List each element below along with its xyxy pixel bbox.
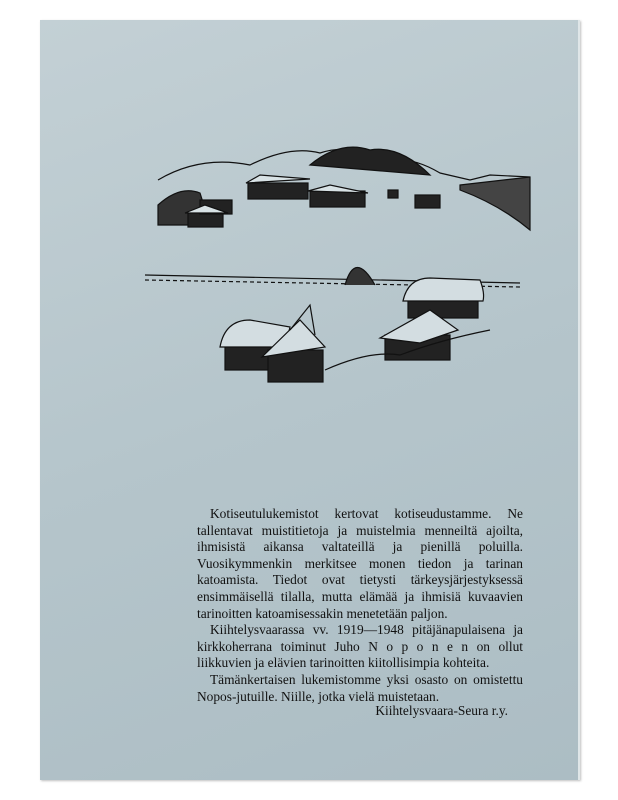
blurb-text [197,506,523,705]
blurb-paragraph: Kiihtelysvaarassa vv. 1919—1948 pitäjänapulaisena ja kirkkoherrana toiminut Juho N o p o n e n on ollut liikkuvien ja elävien tarinoitten kiitollisimpia kohteita. [197,622,523,671]
blurb-paragraph: Tämänkertaisen lukemistomme yksi osasto on omistettu Nopos-jutuille. Niille, jotka vielä muistetaan. [197,671,523,704]
blurb-paragraph: Kotiseutulukemistot kertovat kotiseudustamme. Ne tallentavat muistitietoja ja muistelmia menneiltä ajoilta, ihmisistä aikansa valtateillä ja pienillä poluilla. Vuosikymmenkin merkitsee monen tiedon ja tarinan katoamista. Tiedot ovat tietysti tärkeysjärjestyksessä ensimmäisellä tilalla, mutta elämää ja ihmisiä kuvaavien tarinoitten katoamisessakin menetetään paljon. [197,506,523,621]
book-back-cover [40,20,580,780]
winter-village-illustration [140,135,540,395]
publisher-signature: Kiihtelysvaara-Seura r.y. [375,703,508,718]
